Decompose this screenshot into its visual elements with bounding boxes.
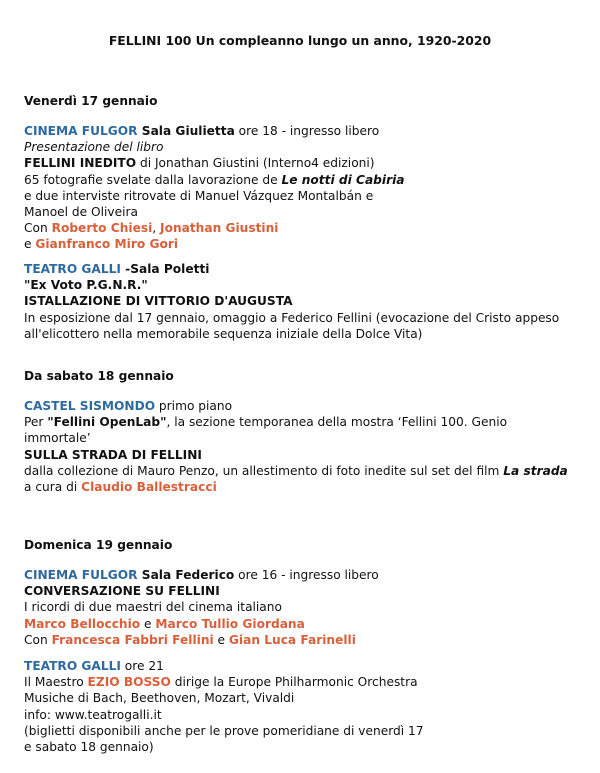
conductor-text: dirige la Europe Philharmonic Orchestra <box>170 675 418 690</box>
venue-name: CINEMA FULGOR <box>24 124 138 138</box>
event-title: CONVERSAZIONE SU FELLINI <box>24 584 220 599</box>
book-line <box>24 155 584 171</box>
curator-prefix: a cura di <box>24 479 82 494</box>
event-time: ore 16 - ingresso libero <box>234 568 379 582</box>
event-venue-line <box>24 567 584 583</box>
event-time: ore 18 - ingresso libero <box>234 124 380 138</box>
book-author: di Jonathan Giustini (Interno4 edizioni) <box>136 156 375 171</box>
tickets-note: e sabato 18 gennaio) <box>24 739 154 754</box>
guest-name: Gian Luca Farinelli <box>228 632 356 647</box>
conductor-name: EZIO BOSSO <box>87 675 171 690</box>
curator-line <box>24 479 584 495</box>
separator: e <box>140 616 156 631</box>
event-venue-line <box>24 398 584 414</box>
event-teatro-galli-concert <box>24 658 584 755</box>
event-subtitle: I ricordi di due maestri del cinema italiano <box>24 600 282 615</box>
curator-name: Claudio Ballestracci <box>81 479 217 494</box>
exhibition-text: , la sezione temporanea della mostra ‘Fellini 100. Genio immortale’ <box>24 415 508 446</box>
event-venue-line <box>24 261 584 277</box>
info-line: info: www.teatrogalli.it <box>24 707 162 722</box>
guest-name: Gianfranco Miro Gori <box>35 237 179 252</box>
venue-room: Sala Giulietta <box>137 124 235 138</box>
venue-name: TEATRO GALLI <box>24 262 126 276</box>
guests-prefix: Con <box>24 632 52 647</box>
guests-prefix: e <box>24 237 36 252</box>
event-venue-line <box>24 123 584 139</box>
description-text: 65 fotografie svelate dalla lavorazione de <box>24 172 282 187</box>
event-venue-line <box>24 658 584 674</box>
description-line: Manoel de Oliveira <box>24 204 138 219</box>
event-subtitle: Presentazione del libro <box>24 140 164 155</box>
date-heading-day3: Domenica 19 gennaio <box>24 538 173 552</box>
event-castel-sismondo <box>24 398 584 495</box>
event-teatro-galli-poletti <box>24 261 584 342</box>
work-title: "Ex Voto P.G.N.R." <box>24 278 148 293</box>
exhibition-line <box>24 414 549 446</box>
event-time: ore 21 <box>120 659 164 673</box>
conductor-line <box>24 674 584 690</box>
event-description <box>24 463 569 479</box>
event-title: SULLA STRADA DI FELLINI <box>24 447 202 462</box>
event-cinema-fulgor-giulietta <box>24 123 584 253</box>
description-text: dalla collezione di Mauro Penzo, un allestimento di foto inedite sul set del film <box>24 463 504 478</box>
guest-name: Jonathan Giustini <box>160 221 279 236</box>
description-line <box>24 172 584 188</box>
date-heading-day1: Venerdì 17 gennaio <box>24 94 158 108</box>
event-title: ISTALLAZIONE DI VITTORIO D'AUGUSTA <box>24 294 293 309</box>
guests-line <box>24 632 584 648</box>
guests-prefix: Con <box>24 221 52 236</box>
venue-room: Sala Federico <box>137 568 235 582</box>
exhibition-name: "Fellini OpenLab" <box>47 415 167 430</box>
date-heading-day2: Da sabato 18 gennaio <box>24 369 174 383</box>
venue-name: CINEMA FULGOR <box>24 568 138 582</box>
film-title: Le notti di Cabiria <box>281 172 405 187</box>
venue-name: CASTEL SISMONDO <box>24 399 156 413</box>
guest-name: Roberto Chiesi <box>51 221 153 236</box>
venue-room: -Sala Poletti <box>125 262 210 276</box>
film-title: La strada <box>503 463 568 478</box>
separator: e <box>213 632 229 647</box>
book-title: FELLINI INEDITO <box>24 156 137 171</box>
event-description: In esposizione dal 17 gennaio, omaggio a Federico Fellini (evocazione del Cristo appeso all'elicottero nella memorabile sequenza iniziale della Dolce Vita) <box>24 310 560 341</box>
conductor-prefix: Il Maestro <box>24 675 88 690</box>
venue-name: TEATRO GALLI <box>24 659 121 673</box>
event-cinema-fulgor-federico <box>24 567 584 648</box>
guests-line <box>24 236 584 252</box>
page-title: FELLINI 100 Un compleanno lungo un anno, 1920-2020 <box>108 33 492 48</box>
speaker-name: Marco Bellocchio <box>24 616 141 631</box>
tickets-note: (biglietti disponibili anche per le prove pomeridiane di venerdì 17 <box>24 723 424 738</box>
description-line: e due interviste ritrovate di Manuel Vázquez Montalbán e <box>24 188 374 203</box>
speaker-name: Marco Tullio Giordana <box>155 616 305 631</box>
separator: , <box>152 221 161 236</box>
venue-room: primo piano <box>155 399 233 413</box>
program-line: Musiche di Bach, Beethoven, Mozart, Vivaldi <box>24 691 295 706</box>
exhibition-prefix: Per <box>24 415 48 430</box>
guest-name: Francesca Fabbri Fellini <box>51 632 214 647</box>
speakers-line <box>24 616 584 632</box>
guests-line <box>24 220 584 236</box>
